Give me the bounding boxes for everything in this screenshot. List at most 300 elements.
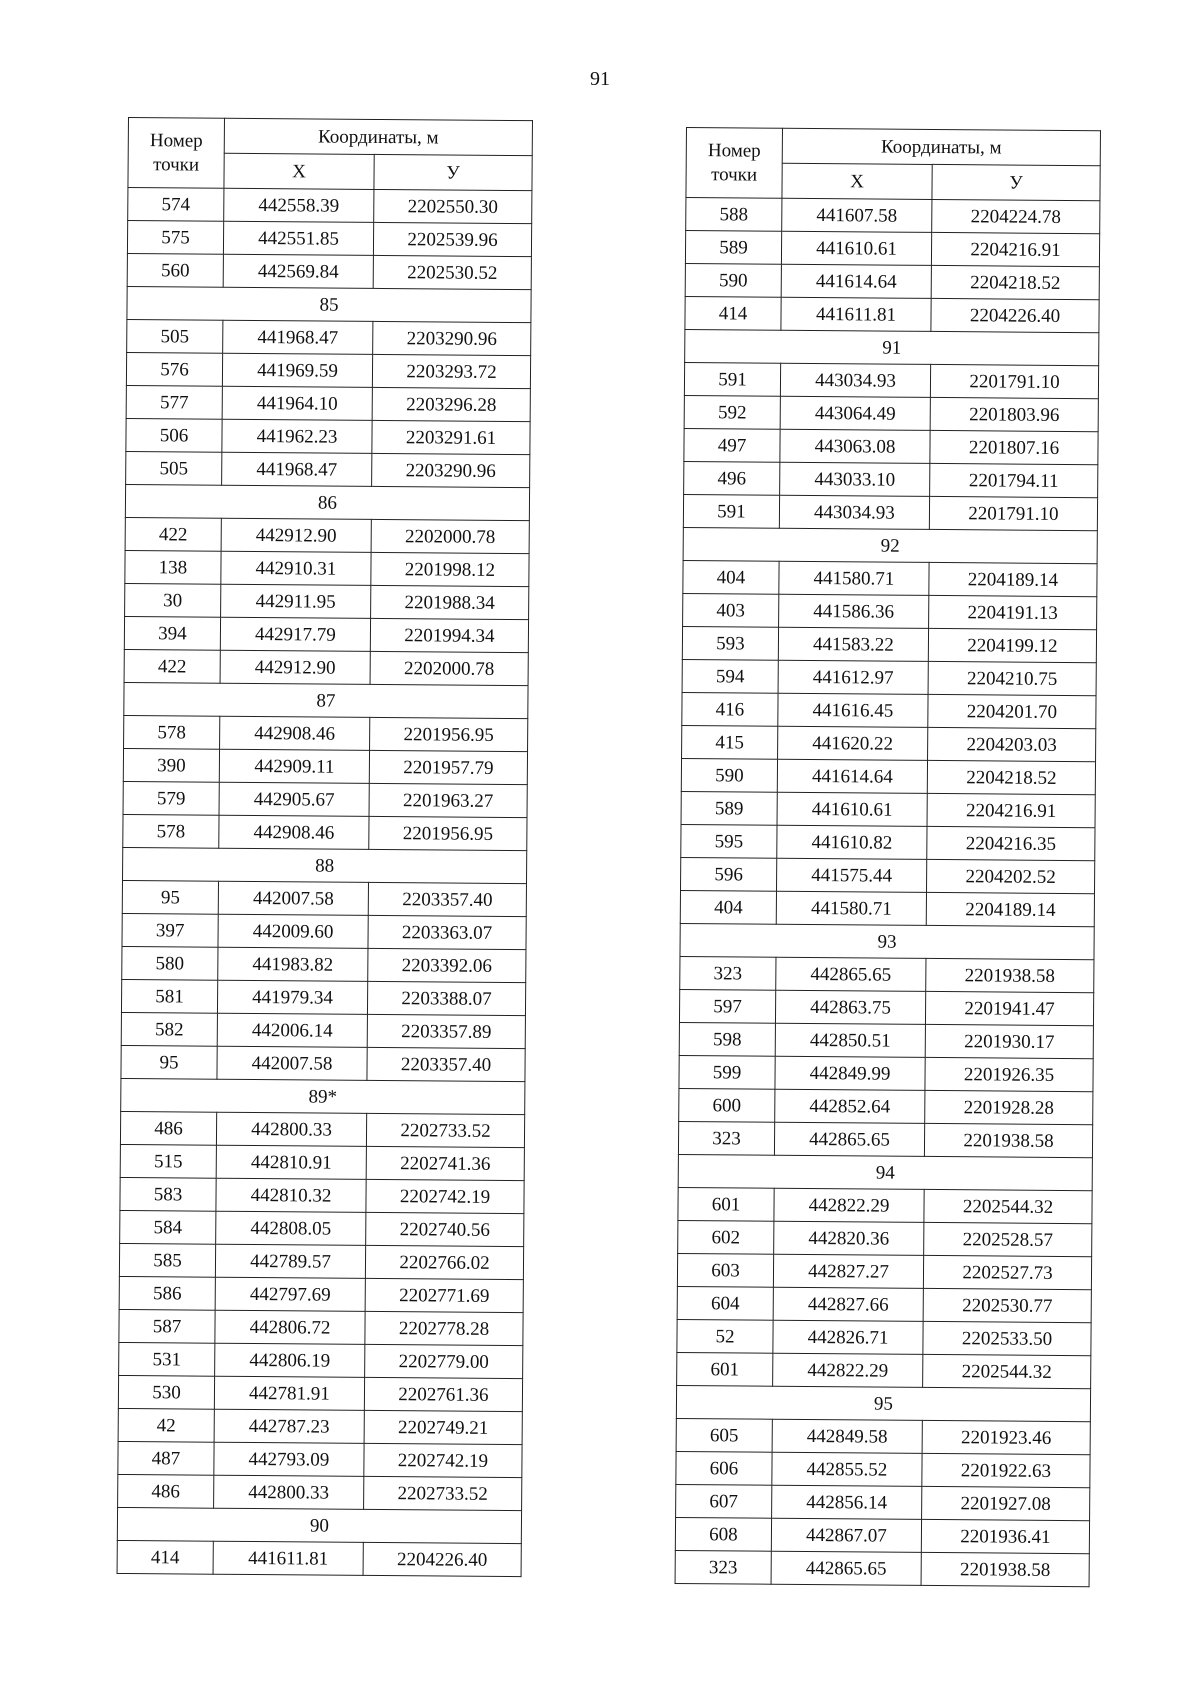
x-coordinate-cell: 442908.46 — [219, 815, 369, 849]
y-coordinate-cell: 2202778.28 — [365, 1311, 523, 1345]
x-coordinate-cell: 442789.57 — [215, 1244, 365, 1278]
point-number-cell: 589 — [681, 791, 777, 825]
table-row — [122, 946, 526, 982]
x-header: X — [782, 163, 932, 199]
y-coordinate-cell: 2201988.34 — [371, 585, 529, 619]
table-row — [677, 1319, 1091, 1355]
table-row — [676, 1451, 1090, 1487]
table-row — [684, 461, 1098, 497]
y-coordinate-cell: 2201930.17 — [925, 1024, 1093, 1058]
x-coordinate-cell: 442849.58 — [772, 1419, 922, 1453]
y-coordinate-cell: 2201927.08 — [922, 1486, 1090, 1520]
table-row — [682, 626, 1096, 662]
table-row — [122, 913, 526, 949]
table-row — [684, 362, 1098, 398]
table-row — [679, 989, 1093, 1025]
y-coordinate-cell: 2201994.34 — [370, 618, 528, 652]
y-coordinate-cell: 2204203.03 — [928, 727, 1096, 761]
table-row — [685, 263, 1099, 299]
table-row — [676, 1418, 1090, 1454]
x-coordinate-cell: 441614.64 — [777, 759, 927, 793]
y-coordinate-cell: 2202550.30 — [374, 189, 532, 223]
table-row — [682, 659, 1096, 695]
x-coordinate-cell: 441969.59 — [222, 353, 372, 387]
section-label: 87 — [124, 682, 528, 718]
y-coordinate-cell: 2203290.96 — [372, 453, 530, 487]
x-coordinate-cell: 441614.64 — [781, 264, 931, 298]
section-label: 89* — [121, 1078, 525, 1114]
y-coordinate-cell: 2201791.10 — [929, 496, 1097, 530]
y-coordinate-cell: 2201963.27 — [369, 783, 527, 817]
y-coordinate-cell: 2202761.36 — [364, 1377, 522, 1411]
table-row — [123, 748, 527, 784]
point-number-cell: 574 — [128, 188, 224, 222]
x-coordinate-cell: 442852.64 — [775, 1089, 925, 1123]
table-row — [675, 1550, 1089, 1586]
y-coordinate-cell: 2202544.32 — [924, 1189, 1092, 1223]
y-coordinate-cell: 2202766.02 — [365, 1245, 523, 1279]
x-coordinate-cell: 442781.91 — [214, 1376, 364, 1410]
section-row — [678, 1154, 1092, 1190]
x-coordinate-cell: 442855.52 — [772, 1452, 922, 1486]
table-row — [118, 1375, 522, 1411]
table-row — [120, 1144, 524, 1180]
point-number-cell: 591 — [683, 494, 779, 528]
x-coordinate-cell: 441620.22 — [778, 726, 928, 760]
section-label: 88 — [123, 847, 527, 883]
table-row — [680, 956, 1094, 992]
x-coordinate-cell: 442793.09 — [214, 1442, 364, 1476]
point-number-cell: 585 — [119, 1243, 215, 1277]
table-row — [681, 758, 1095, 794]
point-number-cell: 394 — [124, 616, 220, 650]
x-coordinate-cell: 442865.65 — [774, 1122, 924, 1156]
table-row — [122, 880, 526, 916]
point-number-cell: 590 — [685, 263, 781, 297]
x-coordinate-cell: 442826.71 — [773, 1320, 923, 1354]
point-number-cell: 422 — [124, 649, 220, 683]
point-number-cell: 602 — [678, 1220, 774, 1254]
y-coordinate-cell: 2202539.96 — [373, 222, 531, 256]
table-row — [124, 715, 528, 751]
x-coordinate-cell: 442558.39 — [224, 188, 374, 222]
point-number-cell: 577 — [126, 385, 222, 419]
point-number-cell: 597 — [679, 989, 775, 1023]
point-number-cell: 531 — [119, 1342, 215, 1376]
x-coordinate-cell: 442800.33 — [214, 1475, 364, 1509]
x-coordinate-cell: 442905.67 — [219, 782, 369, 816]
x-coordinate-cell: 442856.14 — [772, 1485, 922, 1519]
y-coordinate-cell: 2201923.46 — [922, 1420, 1090, 1454]
header-row — [128, 118, 532, 156]
point-number-cell: 583 — [120, 1177, 216, 1211]
y-coordinate-cell: 2201791.10 — [930, 364, 1098, 398]
x-coordinate-cell: 442551.85 — [223, 221, 373, 255]
y-coordinate-cell: 2201938.58 — [921, 1552, 1089, 1586]
table-row — [678, 1121, 1092, 1157]
x-coordinate-cell: 442806.72 — [215, 1310, 365, 1344]
point-number-cell: 576 — [126, 352, 222, 386]
point-number-cell: 591 — [684, 362, 780, 396]
point-number-cell: 138 — [125, 550, 221, 584]
point-number-cell: 587 — [119, 1309, 215, 1343]
table-row — [681, 791, 1095, 827]
x-coordinate-cell: 442865.65 — [776, 957, 926, 991]
x-coordinate-cell: 441962.23 — [222, 419, 372, 453]
table-row — [678, 1220, 1092, 1256]
x-coordinate-cell: 442865.65 — [771, 1551, 921, 1585]
table-row — [120, 1177, 524, 1213]
x-coordinate-cell: 442820.36 — [774, 1221, 924, 1255]
point-number-cell: 594 — [682, 659, 778, 693]
point-number-cell: 422 — [125, 517, 221, 551]
y-coordinate-cell: 2201957.79 — [369, 750, 527, 784]
point-number-cell: 506 — [126, 418, 222, 452]
y-coordinate-cell: 2201941.47 — [925, 991, 1093, 1025]
y-coordinate-cell: 2204216.91 — [927, 793, 1095, 827]
coordinates-table-right — [675, 127, 1101, 1587]
y-coordinate-cell: 2204191.13 — [929, 595, 1097, 629]
table-row — [123, 781, 527, 817]
y-coordinate-cell: 2201926.35 — [925, 1057, 1093, 1091]
point-number-cell: 403 — [683, 593, 779, 627]
y-coordinate-cell: 2202000.78 — [370, 651, 528, 685]
x-coordinate-cell: 442797.69 — [215, 1277, 365, 1311]
x-coordinate-cell: 441575.44 — [777, 858, 927, 892]
table-row — [127, 319, 531, 355]
y-coordinate-cell: 2202741.36 — [366, 1146, 524, 1180]
x-coordinate-cell: 442810.91 — [216, 1145, 366, 1179]
page-number: 91 — [590, 68, 610, 90]
table-row — [681, 824, 1095, 860]
table-row — [678, 1187, 1092, 1223]
table-row — [127, 253, 531, 289]
table-row — [675, 1517, 1089, 1553]
y-coordinate-cell: 2204226.40 — [931, 298, 1099, 332]
coordinates-table-left — [117, 117, 533, 1577]
point-number-cell: 390 — [123, 748, 219, 782]
section-row — [125, 484, 529, 520]
x-coordinate-cell: 442917.79 — [220, 617, 370, 651]
section-label: 92 — [683, 527, 1097, 563]
table-row — [121, 979, 525, 1015]
table-row — [128, 188, 532, 224]
point-number-cell: 580 — [122, 946, 218, 980]
point-number-cell: 575 — [127, 221, 223, 255]
y-coordinate-cell: 2204189.14 — [926, 892, 1094, 926]
point-number-cell: 608 — [675, 1517, 771, 1551]
x-coordinate-cell: 442810.32 — [216, 1178, 366, 1212]
x-coordinate-cell: 441968.47 — [223, 320, 373, 354]
section-label: 93 — [680, 923, 1094, 959]
table-row — [119, 1342, 523, 1378]
x-coordinate-cell: 442911.95 — [221, 584, 371, 618]
point-number-cell: 515 — [120, 1144, 216, 1178]
table-row — [119, 1276, 523, 1312]
y-coordinate-cell: 2201922.63 — [922, 1453, 1090, 1487]
x-coordinate-cell: 442908.46 — [220, 716, 370, 750]
point-number-cell: 323 — [680, 956, 776, 990]
section-label: 85 — [127, 286, 531, 322]
x-coordinate-cell: 442787.23 — [214, 1409, 364, 1443]
x-coordinate-cell: 441612.97 — [778, 660, 928, 694]
point-number-cell: 505 — [127, 319, 223, 353]
y-coordinate-cell: 2203290.96 — [373, 321, 531, 355]
x-coordinate-cell: 443033.10 — [780, 462, 930, 496]
table-row — [686, 198, 1100, 234]
x-coordinate-cell: 442822.29 — [773, 1353, 923, 1387]
x-coordinate-cell: 442912.90 — [220, 650, 370, 684]
y-coordinate-cell: 2202740.56 — [366, 1212, 524, 1246]
y-coordinate-cell: 2204226.40 — [363, 1542, 521, 1576]
section-label: 91 — [685, 329, 1099, 365]
y-coordinate-cell: 2204216.35 — [927, 826, 1095, 860]
section-row — [117, 1507, 521, 1543]
table-row — [118, 1474, 522, 1510]
coordinates-header: Координаты, м — [782, 128, 1100, 165]
point-number-cell: 601 — [678, 1187, 774, 1221]
table-row — [677, 1286, 1091, 1322]
y-coordinate-cell: 2202528.57 — [924, 1222, 1092, 1256]
table-row — [119, 1309, 523, 1345]
point-number-cell: 415 — [682, 725, 778, 759]
y-coordinate-cell: 2201998.12 — [371, 552, 529, 586]
section-row — [124, 682, 528, 718]
point-number-cell: 486 — [120, 1111, 216, 1145]
x-coordinate-cell: 441611.81 — [213, 1541, 363, 1575]
x-coordinate-cell: 443034.93 — [779, 495, 929, 529]
table-row — [118, 1408, 522, 1444]
point-number-cell: 496 — [684, 461, 780, 495]
y-coordinate-cell: 2201794.11 — [930, 463, 1098, 497]
y-coordinate-cell: 2201938.58 — [926, 958, 1094, 992]
y-coordinate-cell: 2202779.00 — [365, 1344, 523, 1378]
x-coordinate-cell: 443064.49 — [780, 396, 930, 430]
x-coordinate-cell: 442822.29 — [774, 1188, 924, 1222]
y-coordinate-cell: 2202533.50 — [923, 1321, 1091, 1355]
x-coordinate-cell: 442009.60 — [218, 914, 368, 948]
y-coordinate-cell: 2204202.52 — [926, 859, 1094, 893]
point-number-header: Номер точки — [686, 128, 783, 199]
table-row — [123, 814, 527, 850]
section-label: 86 — [125, 484, 529, 520]
table-row — [682, 725, 1096, 761]
x-coordinate-cell: 442849.99 — [775, 1056, 925, 1090]
y-coordinate-cell: 2202530.52 — [373, 255, 531, 289]
point-number-cell: 595 — [681, 824, 777, 858]
x-coordinate-cell: 442800.33 — [216, 1112, 366, 1146]
x-coordinate-cell: 441583.22 — [778, 627, 928, 661]
x-coordinate-cell: 442827.66 — [773, 1287, 923, 1321]
x-coordinate-cell: 442867.07 — [771, 1518, 921, 1552]
section-row — [123, 847, 527, 883]
table-row — [126, 418, 530, 454]
point-number-cell: 593 — [682, 626, 778, 660]
x-coordinate-cell: 441610.82 — [777, 825, 927, 859]
x-coordinate-cell: 441964.10 — [222, 386, 372, 420]
point-number-cell: 323 — [675, 1550, 771, 1584]
x-coordinate-cell: 443034.93 — [780, 363, 930, 397]
point-number-cell: 530 — [118, 1375, 214, 1409]
x-coordinate-cell: 442912.90 — [221, 518, 371, 552]
point-number-cell: 323 — [678, 1121, 774, 1155]
table-row — [117, 1540, 521, 1576]
y-coordinate-cell: 2204218.52 — [927, 760, 1095, 794]
table-row — [125, 550, 529, 586]
x-coordinate-cell: 443063.08 — [780, 429, 930, 463]
table-row — [684, 428, 1098, 464]
point-number-cell: 42 — [118, 1408, 214, 1442]
point-number-cell: 95 — [122, 880, 218, 914]
table-row — [685, 296, 1099, 332]
y-coordinate-cell: 2202742.19 — [366, 1179, 524, 1213]
table-row — [685, 231, 1099, 267]
y-header: У — [932, 164, 1100, 200]
x-coordinate-cell: 441611.81 — [781, 297, 931, 331]
y-coordinate-cell: 2202544.32 — [923, 1354, 1091, 1388]
x-coordinate-cell: 442910.31 — [221, 551, 371, 585]
point-number-cell: 497 — [684, 428, 780, 462]
table-row — [683, 494, 1097, 530]
y-coordinate-cell: 2204189.14 — [929, 562, 1097, 596]
table-row — [120, 1111, 524, 1147]
point-number-cell: 581 — [121, 979, 217, 1013]
x-coordinate-cell: 442007.58 — [217, 1046, 367, 1080]
point-number-cell: 596 — [681, 857, 777, 891]
x-coordinate-cell: 442006.14 — [217, 1013, 367, 1047]
y-coordinate-cell: 2203357.89 — [367, 1014, 525, 1048]
y-coordinate-cell: 2203291.61 — [372, 420, 530, 454]
x-coordinate-cell: 442808.05 — [216, 1211, 366, 1245]
y-coordinate-cell: 2204201.70 — [928, 694, 1096, 728]
point-number-header: Номер точки — [128, 118, 225, 189]
point-number-cell: 578 — [123, 814, 219, 848]
y-coordinate-cell: 2203357.40 — [367, 1047, 525, 1081]
point-number-cell: 589 — [685, 231, 781, 265]
y-header: У — [374, 154, 532, 190]
point-number-cell: 560 — [127, 253, 223, 287]
x-coordinate-cell: 442827.27 — [773, 1254, 923, 1288]
y-coordinate-cell: 2204224.78 — [932, 199, 1100, 233]
point-number-cell: 414 — [685, 296, 781, 330]
x-coordinate-cell: 442007.58 — [218, 881, 368, 915]
x-coordinate-cell: 442909.11 — [219, 749, 369, 783]
y-coordinate-cell: 2203363.07 — [368, 915, 526, 949]
point-number-cell: 505 — [126, 451, 222, 485]
point-number-cell: 601 — [677, 1352, 773, 1386]
point-number-cell: 600 — [679, 1088, 775, 1122]
x-coordinate-cell: 441610.61 — [781, 231, 931, 265]
y-coordinate-cell: 2202733.52 — [366, 1113, 524, 1147]
y-coordinate-cell: 2203392.06 — [368, 948, 526, 982]
y-coordinate-cell: 2201928.28 — [925, 1090, 1093, 1124]
x-coordinate-cell: 441968.47 — [222, 452, 372, 486]
point-number-cell: 590 — [681, 758, 777, 792]
table-row — [682, 692, 1096, 728]
section-row — [121, 1078, 525, 1114]
section-row — [685, 329, 1099, 365]
y-coordinate-cell: 2201807.16 — [930, 430, 1098, 464]
y-coordinate-cell: 2202733.52 — [364, 1476, 522, 1510]
y-coordinate-cell: 2201956.95 — [369, 816, 527, 850]
table-row — [684, 395, 1098, 431]
point-number-cell: 599 — [679, 1055, 775, 1089]
section-label: 94 — [678, 1154, 1092, 1190]
point-number-cell: 588 — [686, 198, 782, 232]
table-row — [125, 517, 529, 553]
point-number-cell: 404 — [683, 560, 779, 594]
point-number-cell: 30 — [125, 583, 221, 617]
point-number-cell: 584 — [120, 1210, 216, 1244]
table-row — [679, 1055, 1093, 1091]
point-number-cell: 582 — [121, 1012, 217, 1046]
section-row — [676, 1385, 1090, 1421]
table-body-right — [675, 128, 1100, 1587]
x-coordinate-cell: 442569.84 — [223, 254, 373, 288]
y-coordinate-cell: 2204210.75 — [928, 661, 1096, 695]
y-coordinate-cell: 2204199.12 — [928, 628, 1096, 662]
section-row — [680, 923, 1094, 959]
x-coordinate-cell: 442863.75 — [775, 990, 925, 1024]
table-row — [683, 560, 1097, 596]
table-row — [124, 649, 528, 685]
y-coordinate-cell: 2201938.58 — [924, 1123, 1092, 1157]
x-coordinate-cell: 441586.36 — [779, 594, 929, 628]
y-coordinate-cell: 2202527.73 — [923, 1255, 1091, 1289]
point-number-cell: 416 — [682, 692, 778, 726]
point-number-cell: 605 — [676, 1418, 772, 1452]
point-number-cell: 592 — [684, 395, 780, 429]
point-number-cell: 607 — [676, 1484, 772, 1518]
x-header: X — [224, 153, 374, 189]
x-coordinate-cell: 441979.34 — [217, 980, 367, 1014]
point-number-cell: 404 — [680, 890, 776, 924]
y-coordinate-cell: 2203293.72 — [372, 354, 530, 388]
table-row — [121, 1045, 525, 1081]
section-row — [683, 527, 1097, 563]
y-coordinate-cell: 2202742.19 — [364, 1443, 522, 1477]
point-number-cell: 598 — [679, 1022, 775, 1056]
point-number-cell: 95 — [121, 1045, 217, 1079]
y-coordinate-cell: 2204216.91 — [931, 232, 1099, 266]
y-coordinate-cell: 2204218.52 — [931, 265, 1099, 299]
table-row — [126, 451, 530, 487]
table-row — [127, 221, 531, 257]
table-row — [677, 1352, 1091, 1388]
table-row — [119, 1243, 523, 1279]
table-row — [120, 1210, 524, 1246]
table-row — [121, 1012, 525, 1048]
x-coordinate-cell: 442806.19 — [215, 1343, 365, 1377]
x-coordinate-cell: 442850.51 — [775, 1023, 925, 1057]
y-coordinate-cell: 2203388.07 — [367, 981, 525, 1015]
table-body-left — [117, 118, 532, 1577]
x-coordinate-cell: 441580.71 — [776, 891, 926, 925]
y-coordinate-cell: 2201803.96 — [930, 397, 1098, 431]
point-number-cell: 606 — [676, 1451, 772, 1485]
point-number-cell: 604 — [677, 1286, 773, 1320]
table-row — [124, 616, 528, 652]
x-coordinate-cell: 441580.71 — [779, 561, 929, 595]
point-number-cell: 486 — [118, 1474, 214, 1508]
table-row — [118, 1441, 522, 1477]
table-row — [126, 352, 530, 388]
y-coordinate-cell: 2202530.77 — [923, 1288, 1091, 1322]
section-label: 90 — [117, 1507, 521, 1543]
coordinates-header: Координаты, м — [224, 118, 532, 155]
table-row — [679, 1022, 1093, 1058]
table-row — [126, 385, 530, 421]
